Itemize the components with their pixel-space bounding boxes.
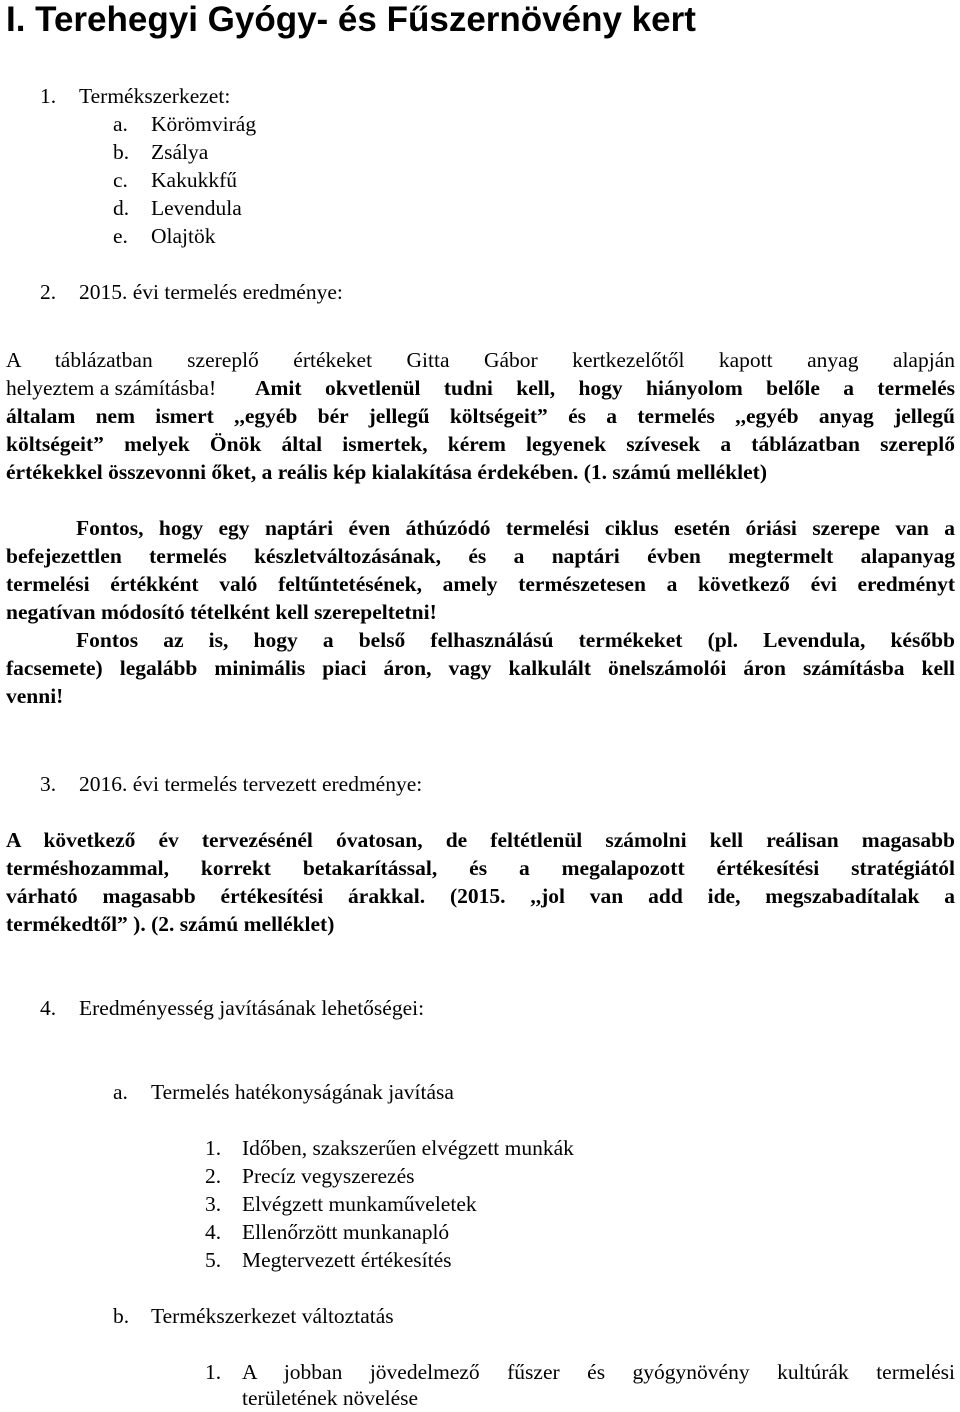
section-3-number: 3.: [40, 772, 57, 796]
paragraph-line-bold: A következő év tervezésénél óvatosan, de feltétlenül számolni kell reálisan magasabb: [6, 828, 955, 852]
paragraph-line-bold: Fontos, hogy egy naptári éven áthúzódó termelési ciklus esetén óriási szerepe van a: [76, 516, 955, 540]
section-3-heading: 2016. évi termelés tervezett eredménye:: [79, 772, 423, 796]
list-item-letter: e.: [113, 224, 128, 248]
list-item: Elvégzett munkaműveletek: [242, 1192, 477, 1216]
list-item: Megtervezett értékesítés: [242, 1248, 452, 1272]
list-item: Levendula: [151, 196, 242, 220]
list-item: Zsálya: [151, 140, 209, 164]
paragraph-line-bold: értékekkel összevonni őket, a reális kép kialakítása érdekében. (1. számú melléklet): [6, 460, 768, 484]
list-item: Kakukkfű: [151, 168, 237, 192]
paragraph-line-bold: termékedtől” ). (2. számú melléklet): [6, 912, 335, 936]
list-item: Időben, szakszerűen elvégzett munkák: [242, 1136, 574, 1160]
paragraph-line-bold: venni!: [6, 684, 64, 708]
paragraph-line-bold: terméshozammal, korrekt betakarítással, és a megalapozott értékesítési stratégiától: [6, 856, 955, 880]
list-item-number: 4.: [205, 1220, 222, 1244]
paragraph-line-bold: termelési értékként való feltűntetésének, amely természetesen a következő évi eredményt: [6, 572, 955, 596]
list-item-number: 3.: [205, 1192, 222, 1216]
section-1-heading: Termékszerkezet:: [79, 84, 231, 108]
list-item: Körömvirág: [151, 112, 257, 136]
list-item-number: 5.: [205, 1248, 222, 1272]
list-item: Olajtök: [151, 224, 216, 248]
paragraph-line-bold: befejezettlen termelés készletváltozásának, és a naptári évben megtermelt alapanyag: [6, 544, 955, 568]
list-item-letter: c.: [113, 168, 128, 192]
document-title: I. Terehegyi Gyógy- és Fűszernövény kert: [6, 0, 696, 39]
subsection-a-heading: Termelés hatékonyságának javítása: [151, 1080, 454, 1104]
paragraph-line-bold: Amit okvetlenül tudni kell, hogy hiányolom belőle a termelés: [255, 376, 955, 400]
paragraph-line-bold: facsemete) legalább minimális piaci áron, vagy kalkulált önelszámolói áron számításba kell: [6, 656, 955, 680]
subsection-b-letter: b.: [113, 1304, 130, 1328]
subsection-b-heading: Termékszerkezet változtatás: [151, 1304, 394, 1328]
paragraph-line-bold: költségeit” melyek Önök által ismertek, kérem legyenek szívesek a táblázatban szereplő: [6, 432, 955, 456]
paragraph-line: helyeztem a számításba!: [6, 376, 217, 400]
section-1-number: 1.: [40, 84, 57, 108]
section-4-heading: Eredményesség javításának lehetőségei:: [79, 996, 425, 1020]
paragraph-line: A táblázatban szereplő értékeket Gitta Gábor kertkezelőtől kapott anyag alapján: [6, 348, 955, 372]
list-item: Precíz vegyszerezés: [242, 1164, 415, 1188]
list-item-letter: b.: [113, 140, 130, 164]
list-item-letter: a.: [113, 112, 128, 136]
paragraph-line-bold: általam nem ismert ,,egyéb bér jellegű költségeit” és a termelés ,,egyéb anyag jellegű: [6, 404, 955, 428]
subsection-a-letter: a.: [113, 1080, 128, 1104]
list-item: A jobban jövedelmező fűszer és gyógynövény kultúrák termelési: [242, 1360, 955, 1384]
paragraph-line-bold: Fontos az is, hogy a belső felhasználású termékeket (pl. Levendula, később: [76, 628, 955, 652]
list-item: Ellenőrzött munkanapló: [242, 1220, 450, 1244]
paragraph-line-bold: várható magasabb értékesítési árakkal. (2015. ,,jol van add ide, megszabadítalak a: [6, 884, 955, 908]
list-item-number: 2.: [205, 1164, 222, 1188]
paragraph-line-bold: negatívan módosító tételként kell szerepeltetni!: [6, 600, 437, 624]
list-item-letter: d.: [113, 196, 130, 220]
list-item-number: 1.: [205, 1136, 222, 1160]
list-item-continuation: területének növelése: [242, 1386, 419, 1410]
section-2-number: 2.: [40, 280, 57, 304]
section-4-number: 4.: [40, 996, 57, 1020]
list-item-number: 1.: [205, 1360, 222, 1384]
section-2-heading: 2015. évi termelés eredménye:: [79, 280, 343, 304]
